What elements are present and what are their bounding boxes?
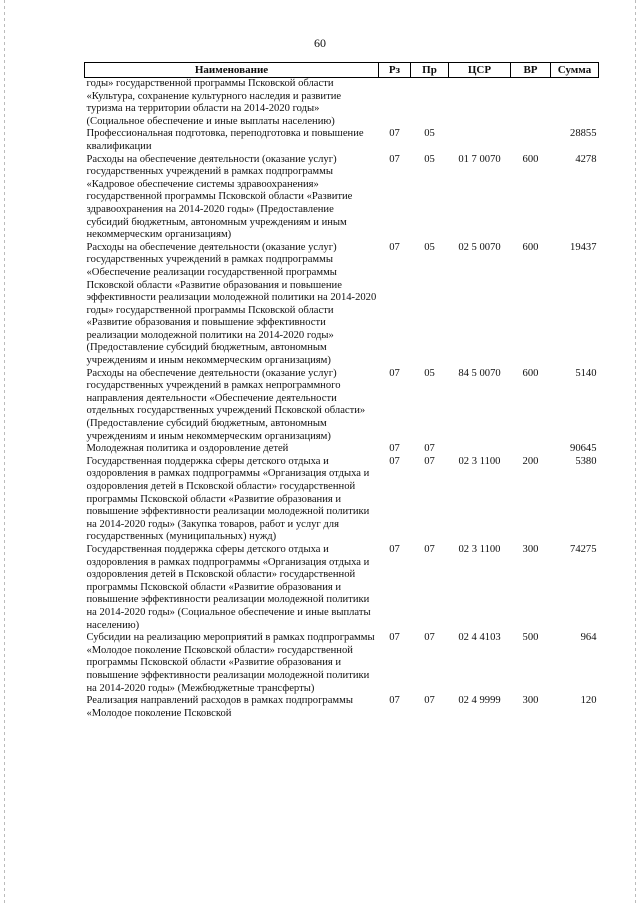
table-row [85,242,599,368]
row-pr: 05 [424,128,435,140]
row-rz: 07 [389,695,400,707]
row-name: Государственная поддержка сферы детского отдыха и оздоровления в рамках подпрограммы «Организация отдыха и оздоровления детей в Псковской области» государственной программы Псковской области «Развитие образования и повышение эффективности реализации молодежной политики на 2014-2020 годы» (Закупка товаров, работ и услуг для государственных (муниципальных) нужд) [86,455,370,543]
row-sum: 19437 [570,241,597,253]
row-pr: 07 [424,695,435,707]
row-vr: 300 [522,543,539,555]
table-row [85,154,599,242]
row-rz: 07 [389,241,400,253]
header-vr: ВР [511,63,551,78]
row-pr: 07 [424,543,435,555]
header-pr: Пр [411,63,449,78]
row-pr: 05 [424,153,435,165]
row-sum: 5380 [575,455,597,467]
row-rz: 07 [389,455,400,467]
row-csr: 02 5 0070 [458,241,501,253]
row-rz: 07 [389,128,400,140]
row-sum: 4278 [575,153,597,165]
row-sum: 120 [580,695,597,707]
row-name: Молодежная политика и оздоровление детей [86,443,289,455]
row-sum: 90645 [570,443,597,455]
scan-edge-left [4,0,5,905]
row-csr [449,443,511,456]
header-rz: Рз [379,63,411,78]
row-sum: 74275 [570,543,597,555]
table-row [85,368,599,444]
row-name: Расходы на обеспечение деятельности (оказание услуг) государственных учреждений в рамках подпрограммы «Обеспечение реализации государственной программы Псковской области «Развитие образования и повышение эффективности реализации молодежной политики на 2014-2020 годы» государственной программы Псковской области «Развитие образования и повышение эффективности реализации молодежной политики на 2014-2020 годы» (Предоставление субсидий бюджетным, автономным учреждениям и иным некоммерческим организациям) [86,241,377,367]
row-sum [551,78,599,129]
header-name: Наименование [85,63,379,78]
table-row [85,632,599,695]
row-vr: 600 [522,153,539,165]
scan-edge-right [635,0,636,905]
row-csr: 02 3 1100 [458,455,501,467]
row-csr [449,128,511,153]
row-pr [411,78,449,129]
row-csr: 01 7 0070 [458,153,501,165]
row-sum: 964 [580,632,597,644]
row-vr [511,443,551,456]
table-row [85,544,599,632]
row-sum: 5140 [575,367,597,379]
row-csr: 02 4 4103 [458,632,501,644]
table-row [85,443,599,456]
row-pr: 07 [424,632,435,644]
row-name: Расходы на обеспечение деятельности (оказание услуг) государственных учреждений в рамках подпрограммы «Кадровое обеспечение системы здравоохранения» государственной программы Псковской области «Развитие здравоохранения на 2014-2020 годы» (Предоставление субсидий бюджетным, автономным учреждениям и иным некоммерческим организациям) [86,153,353,241]
budget-table [84,62,599,720]
header-csr: ЦСР [449,63,511,78]
row-csr: 02 3 1100 [458,543,501,555]
row-name: годы» государственной программы Псковской области «Культура, сохранение культурного наследия и развитие туризма на территории области на 2014-2020 годы» (Социальное обеспечение и иные выплаты населению) [86,78,342,127]
row-csr [449,78,511,129]
row-rz [379,78,411,129]
row-name: Расходы на обеспечение деятельности (оказание услуг) государственных учреждений в рамках непрограммного направления деятельности «Обеспечение деятельности отдельных государственных учреждений Псковской области» (Предоставление субсидий бюджетным, автономным учреждениям и иным некоммерческим организациям) [86,367,366,442]
table-row [85,78,599,129]
row-name: Профессиональная подготовка, переподготовка и повышение квалификации [86,128,364,152]
row-vr [511,78,551,129]
row-name: Реализация направлений расходов в рамках подпрограммы «Молодое поколение Псковской [86,695,353,719]
row-pr: 07 [424,443,435,455]
row-pr: 05 [424,367,435,379]
row-vr: 200 [522,455,539,467]
table-header-row [85,63,599,78]
row-vr: 600 [522,241,539,253]
row-rz: 07 [389,367,400,379]
row-vr: 500 [522,632,539,644]
table-row [85,128,599,153]
row-rz: 07 [389,543,400,555]
table-row [85,695,599,720]
row-vr: 300 [522,695,539,707]
header-sum: Сумма [551,63,599,78]
row-rz: 07 [389,443,400,455]
row-name: Субсидии на реализацию мероприятий в рамках подпрограммы «Молодое поколение Псковской области» государственной программы Псковской области «Развитие образования и повышение эффективности реализации молодежной политики на 2014-2020 годы» (Межбюджетные трансферты) [86,632,375,694]
row-vr: 600 [522,367,539,379]
page-number: 60 [314,36,326,50]
row-rz: 07 [389,153,400,165]
row-vr [511,128,551,153]
row-name: Государственная поддержка сферы детского отдыха и оздоровления в рамках подпрограммы «Организация отдыха и оздоровления детей в Псковской области» государственной программы Псковской области «Развитие образования и повышение эффективности реализации молодежной политики на 2014-2020 годы» (Социальное обеспечение и иные выплаты населению) [86,543,371,631]
row-pr: 07 [424,455,435,467]
table-row [85,456,599,544]
row-pr: 05 [424,241,435,253]
row-rz: 07 [389,632,400,644]
row-csr: 02 4 9999 [458,695,501,707]
row-csr: 84 5 0070 [458,367,501,379]
row-sum: 28855 [570,128,597,140]
